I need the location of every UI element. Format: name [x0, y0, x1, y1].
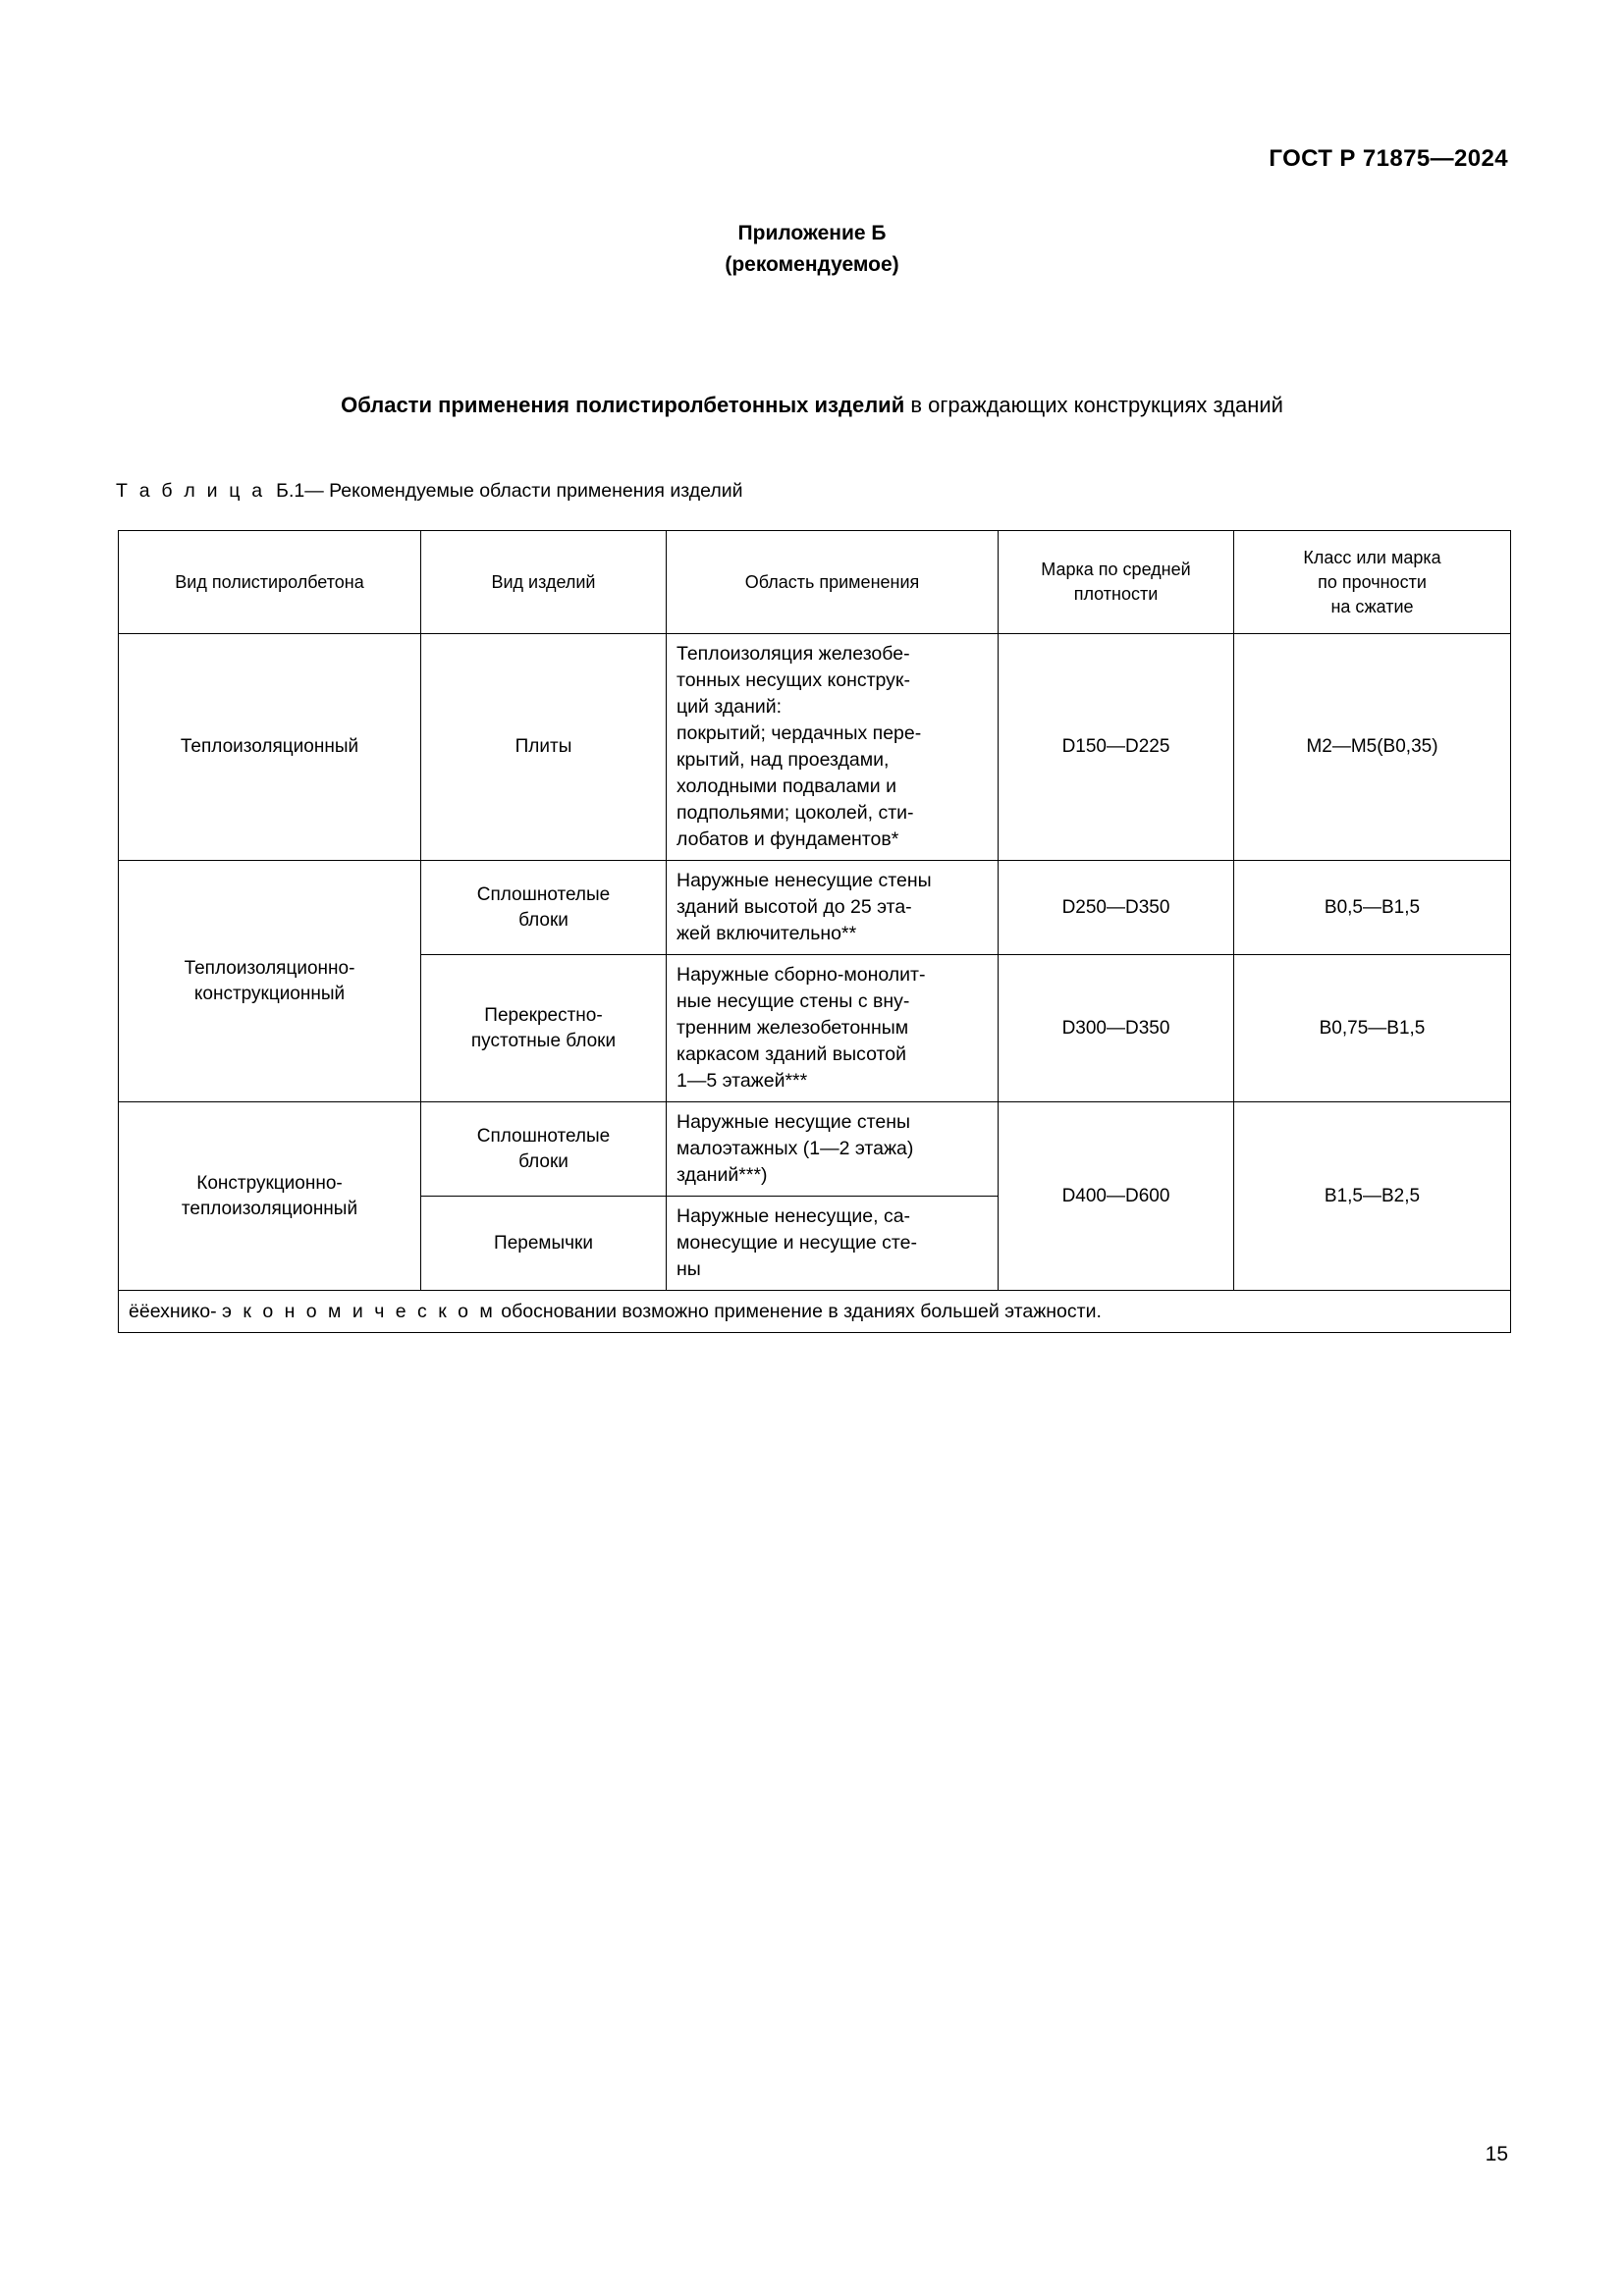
cell-density-1: D250—D350	[999, 861, 1234, 955]
area-line: каркасом зданий высотой	[677, 1043, 907, 1065]
cell-product-solid-blocks	[421, 861, 667, 955]
area-line: Наружные ненесущие, са-	[677, 1205, 911, 1227]
column-header-strength	[1234, 531, 1511, 634]
type-line2: теплоизоляционный	[181, 1198, 358, 1219]
cell-area-4	[667, 1197, 999, 1291]
column-header-product: Вид изделий	[421, 531, 667, 634]
area-line: малоэтажных (1—2 этажа)	[677, 1138, 914, 1159]
column-header-area: Область применения	[667, 531, 999, 634]
product-line2: блоки	[518, 1150, 568, 1172]
table-row	[119, 634, 1511, 861]
standard-number-header: ГОСТ Р 71875—2024	[1269, 145, 1508, 172]
annex-subtitle: (рекомендуемое)	[725, 253, 899, 276]
table-header-row	[119, 531, 1511, 634]
type-line1: Теплоизоляционно-	[184, 957, 355, 979]
page-title	[116, 391, 1508, 420]
cell-density-3: D400—D600	[999, 1102, 1234, 1291]
area-line: покрытий; чердачных пере-	[677, 722, 922, 744]
footnote-spaced-text: э к о н о м и ч е с к о м	[222, 1301, 496, 1322]
annex-title: Приложение Б	[737, 222, 887, 244]
cell-strength-0: М2—М5(В0,35)	[1234, 634, 1511, 861]
area-line: 1—5 этажей***	[677, 1070, 808, 1092]
area-line: ны	[677, 1258, 701, 1280]
area-line: Наружные сборно-монолит-	[677, 964, 926, 986]
area-line: Наружные ненесущие стены	[677, 870, 932, 891]
cell-strength-1: В0,5—В1,5	[1234, 861, 1511, 955]
table-footnote	[119, 1291, 1511, 1333]
area-line: тренним железобетонным	[677, 1017, 909, 1039]
applications-table	[118, 530, 1511, 1333]
area-line: холодными подвалами и	[677, 775, 897, 797]
cell-type-thermal-insulating: Теплоизоляционный	[119, 634, 421, 861]
cell-strength-2: В0,75—В1,5	[1234, 955, 1511, 1102]
column-header-density	[999, 531, 1234, 634]
cell-type-structural-thermal	[119, 1102, 421, 1291]
column-header-strength-line3: на сжатие	[1330, 596, 1414, 616]
area-line: ций зданий:	[677, 696, 783, 718]
column-header-density-line2: плотности	[1073, 584, 1159, 604]
product-line2: пустотные блоки	[470, 1030, 617, 1051]
area-line: Наружные несущие стены	[677, 1111, 911, 1133]
area-line: подпольями; цоколей, сти-	[677, 802, 914, 824]
table-caption	[116, 478, 743, 504]
footnote-suffix: обосновании возможно применение в зданиях большей этажности.	[495, 1301, 1102, 1322]
type-line2: конструкционный	[193, 983, 346, 1004]
cell-product-lintels: Перемычки	[421, 1197, 667, 1291]
cell-density-0: D150—D225	[999, 634, 1234, 861]
cell-area-2	[667, 955, 999, 1102]
cell-area-0	[667, 634, 999, 861]
cell-area-3	[667, 1102, 999, 1197]
area-line: лобатов и фундаментов*	[677, 828, 899, 850]
cell-product-cross-hollow-blocks	[421, 955, 667, 1102]
column-header-type: Вид полистиролбетона	[119, 531, 421, 634]
column-header-strength-line1: Класс или марка	[1303, 547, 1441, 567]
cell-density-2: D300—D350	[999, 955, 1234, 1102]
cell-product-solid-blocks-2	[421, 1102, 667, 1197]
product-line2: блоки	[518, 909, 568, 931]
annex-heading-block	[0, 218, 1624, 281]
area-line: ные несущие стены с вну-	[677, 990, 910, 1012]
footnote-prefix: ёёехнико-	[129, 1301, 217, 1322]
product-line1: Сплошнотелые	[476, 1125, 611, 1147]
area-line: зданий высотой до 25 эта-	[677, 896, 912, 918]
cell-area-1	[667, 861, 999, 955]
area-line: монесущие и несущие сте-	[677, 1232, 917, 1254]
column-header-strength-line2: по прочности	[1318, 571, 1427, 592]
page-number: 15	[1485, 2143, 1508, 2165]
table-caption-number: Б.1	[276, 480, 305, 502]
table-caption-title: — Рекомендуемые области применения изделий	[304, 480, 743, 502]
section-heading-rest: в ограждающих конструкциях зданий	[904, 393, 1283, 417]
product-line1: Перекрестно-	[484, 1004, 603, 1026]
type-line1: Конструкционно-	[196, 1172, 343, 1194]
area-line: крытий, над проездами,	[677, 749, 890, 771]
table-row	[119, 1102, 1511, 1197]
table-row	[119, 861, 1511, 955]
table-caption-label: Т а б л и ц а	[116, 480, 266, 502]
column-header-density-line1: Марка по средней	[1041, 560, 1191, 579]
cell-product-slabs: Плиты	[421, 634, 667, 861]
area-line: тонных несущих конструк-	[677, 669, 910, 691]
area-line: Теплоизоляция железобе-	[677, 643, 910, 665]
cell-strength-3: В1,5—В2,5	[1234, 1102, 1511, 1291]
section-heading-bold: Области применения полистиролбетонных изделий	[341, 393, 905, 417]
table-footnote-row	[119, 1291, 1511, 1333]
area-line: жей включительно**	[677, 923, 857, 944]
product-line1: Сплошнотелые	[476, 883, 611, 905]
cell-type-thermal-structural	[119, 861, 421, 1102]
area-line: зданий***)	[677, 1164, 768, 1186]
